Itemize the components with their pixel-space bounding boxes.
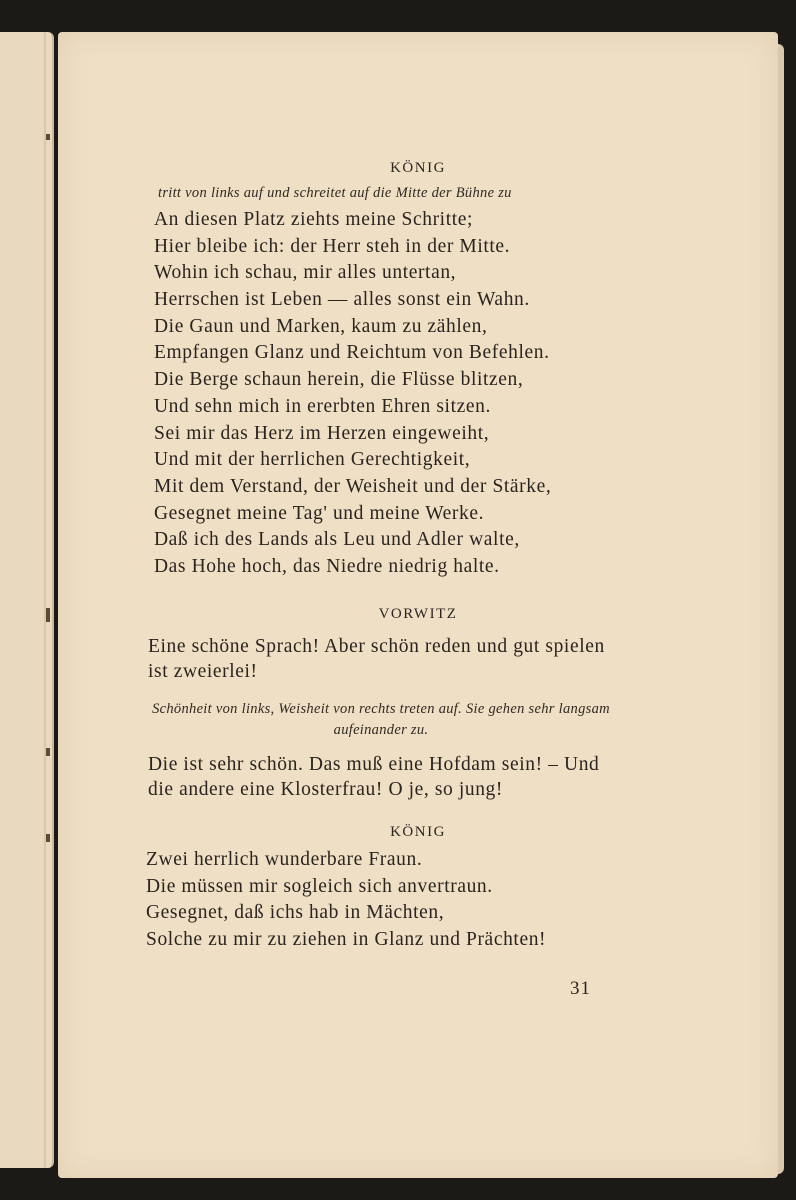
verse-line: Die müssen mir sogleich sich anvertraun. [146,875,493,897]
verse-line: Gesegnet meine Tag' und meine Werke. [154,502,485,524]
verse-line: Die Gaun und Marken, kaum zu zählen, [154,315,488,337]
verse-line: Gesegnet, daß ichs hab in Mächten, [146,902,445,923]
stage-direction: tritt von links auf und schreitet auf die Mitte der Bühne zu [158,185,512,201]
verse-line: Mit dem Verstand, der Weisheit und der Stärke, [154,475,552,497]
verse-block [146,847,706,953]
verse-line: Die Berge schaun herein, die Flüsse blitzen, [154,369,524,391]
verse-line: Wohin ich schau, mir alles untertan, [154,262,457,284]
verse-line: Hier bleibe ich: der Herr steh in der Mitte. [154,235,511,257]
verse-line: Zwei herrlich wunderbare Fraun. [146,849,423,870]
book-page [58,32,778,1178]
facing-page-gutter [44,32,46,1168]
verse-line: Sei mir das Herz im Herzen eingeweiht, [154,422,490,444]
verse-line: An diesen Platz ziehts meine Schritte; [154,209,474,230]
verse-line: Daß ich des Lands als Leu und Adler walte, [154,529,520,551]
speaker-name: VORWITZ [378,606,458,622]
page-content [58,32,778,1178]
binding-mark [46,834,50,842]
verse-line: Und mit der herrlichen Gerechtigkeit, [154,449,471,471]
verse-line: Herrschen ist Leben — alles sonst ein Wahn. [154,289,530,311]
verse-block [154,207,714,581]
spoken-line: Eine schöne Sprach! Aber schön reden und gut spielen ist zweierlei! [148,636,605,682]
verse-line: Empfangen Glanz und Reichtum von Befehlen. [154,342,550,364]
speaker-name: KÖNIG [390,824,446,840]
verse-line: Solche zu mir zu ziehen in Glanz und Prächten! [146,928,547,950]
page-number: 31 [570,978,591,999]
speaker-name: KÖNIG [390,160,446,176]
spoken-line: Die ist sehr schön. Das muß eine Hofdam sein! – Und die andere eine Klosterfrau! O je, so jung! [148,754,600,800]
binding-mark [46,134,50,140]
verse-line: Und sehn mich in ererbten Ehren sitzen. [154,395,491,417]
stage-direction: Schönheit von links, Weisheit von rechts treten auf. Sie gehen sehr langsam aufeinander zu. [152,701,610,738]
verse-line: Das Hohe hoch, das Niedre niedrig halte. [154,555,500,577]
facing-page-edge [0,32,54,1168]
binding-mark [46,608,50,622]
binding-mark [46,748,50,756]
